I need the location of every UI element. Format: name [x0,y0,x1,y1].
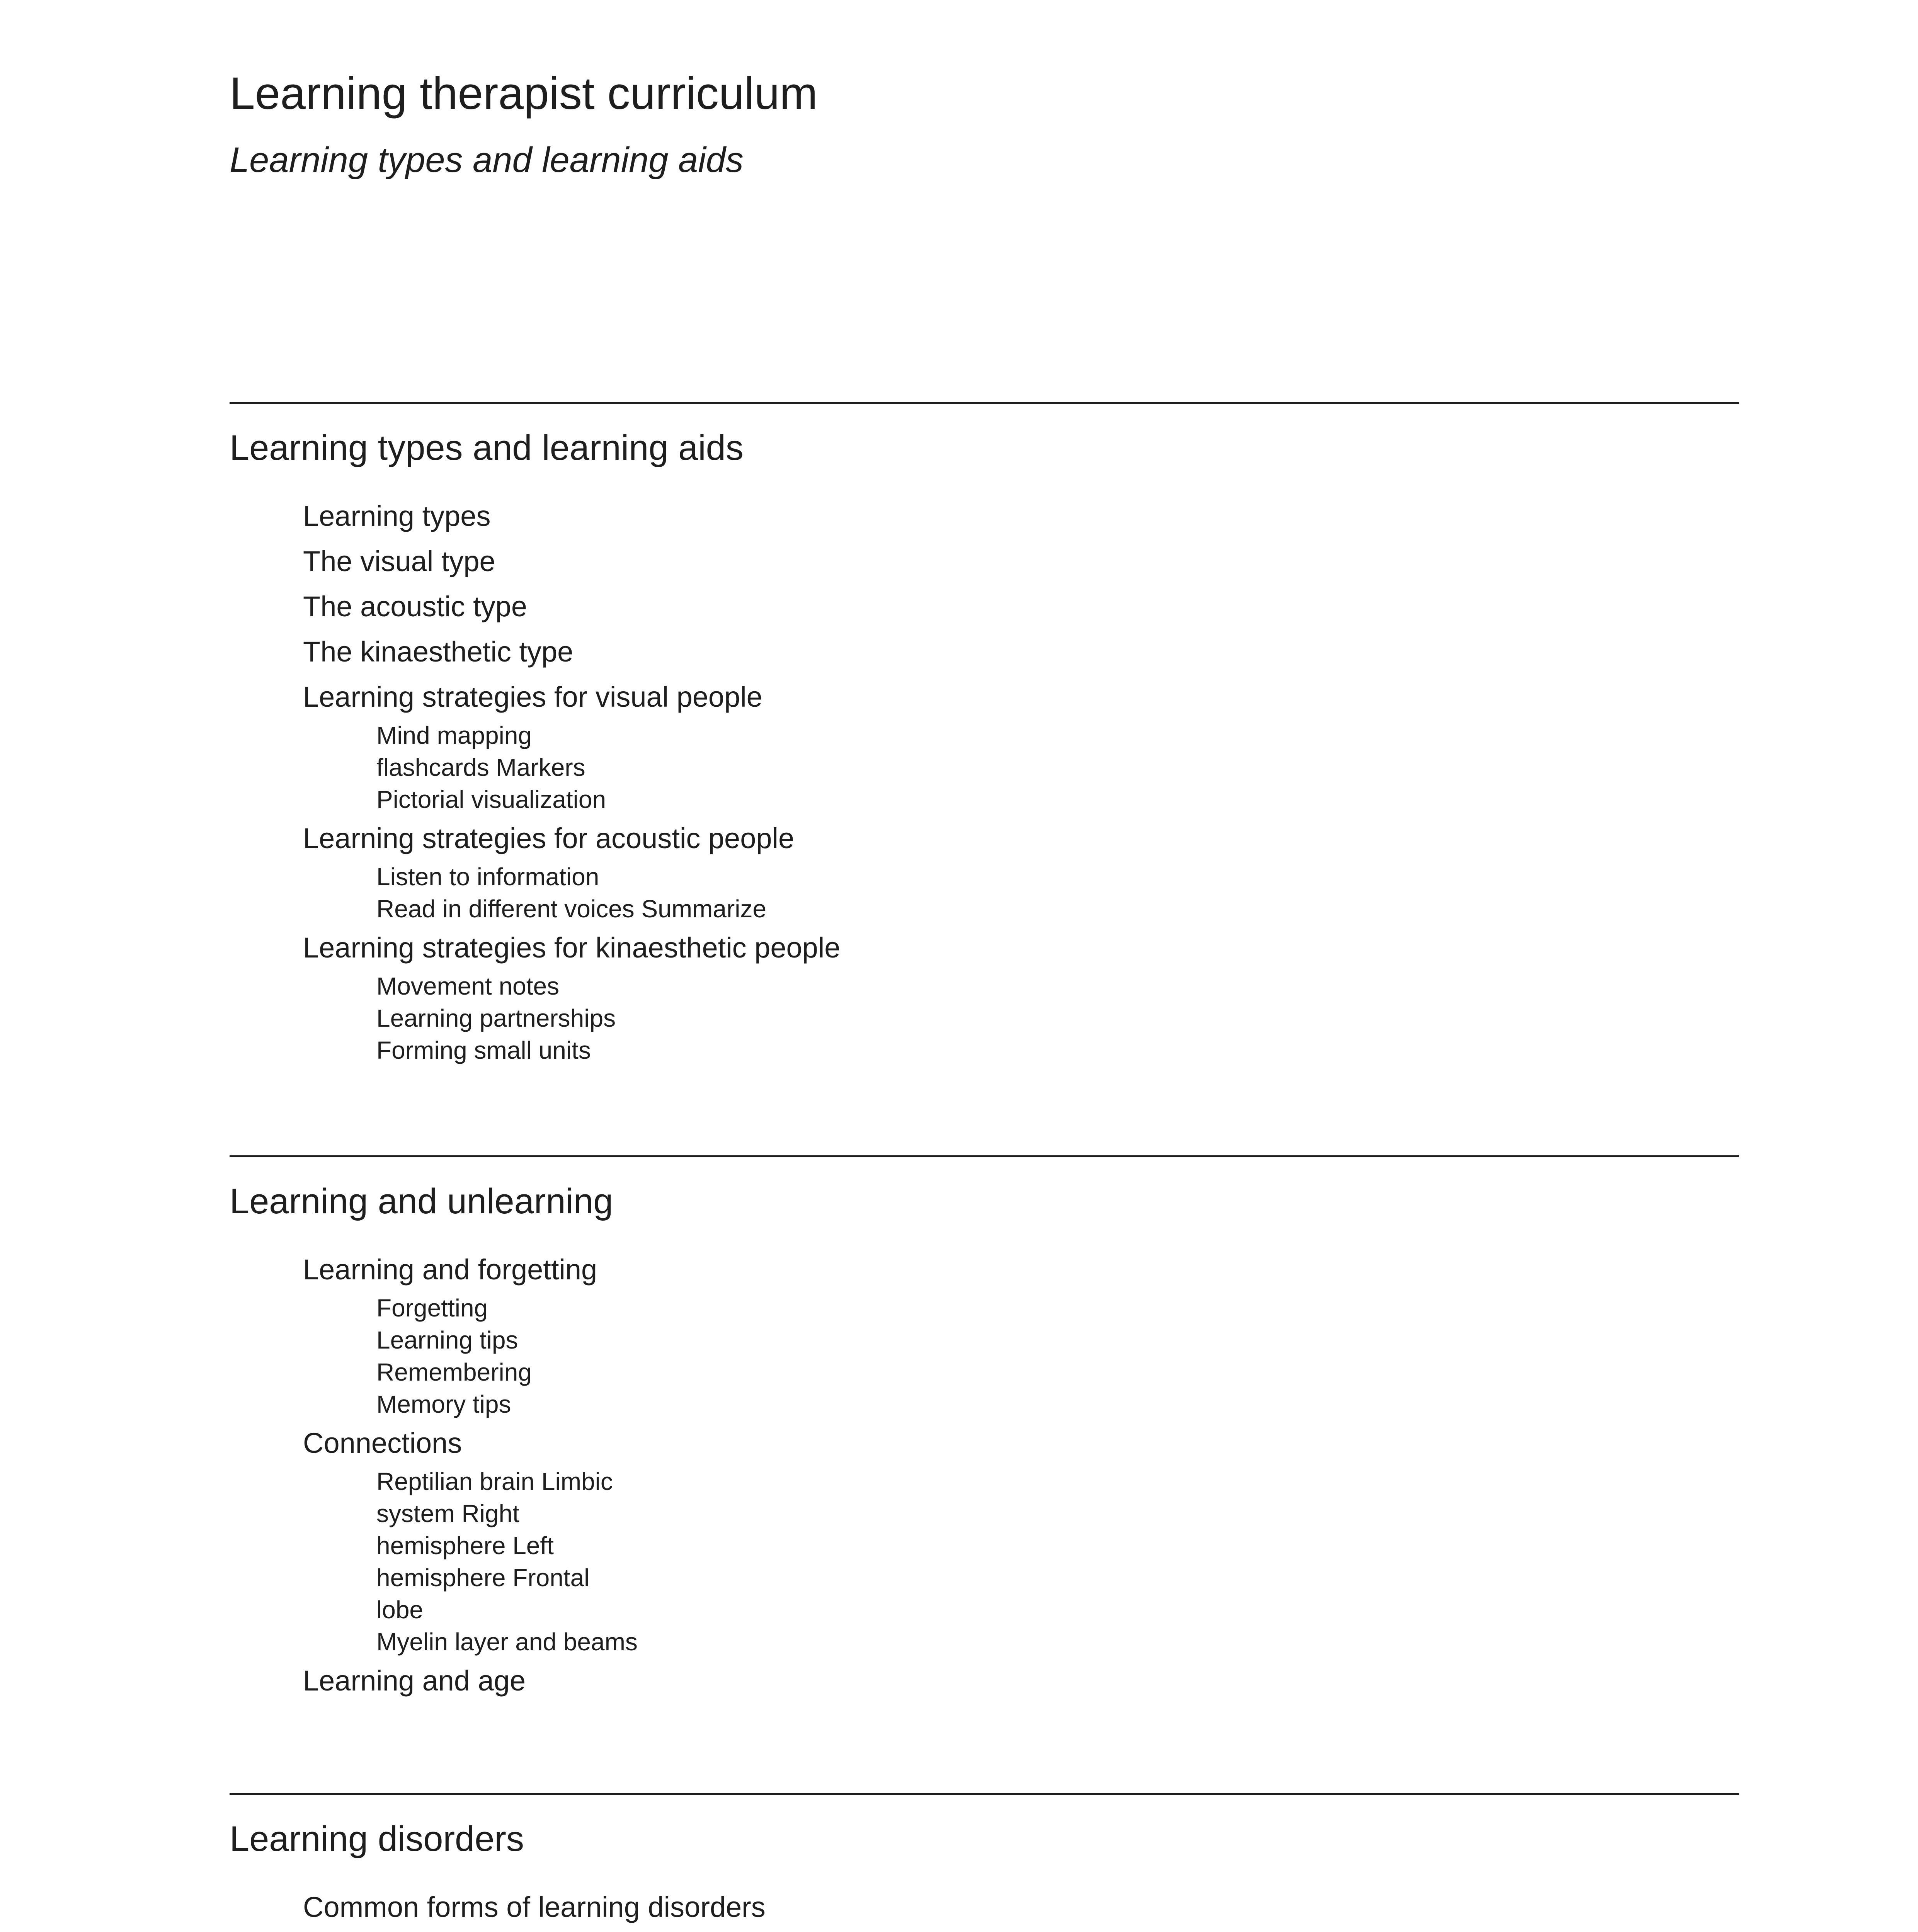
topic-list [230,1884,1739,1932]
subtopic-item: Memory tips [376,1390,511,1418]
subtopic-item: Forgetting [376,1294,488,1322]
section [230,402,1739,1066]
subtopic-item: hemisphere Left [376,1531,554,1560]
topic-item [230,584,1739,629]
subtopic-item: Remembering [376,1358,532,1386]
topic-label: The kinaesthetic type [303,635,574,668]
subtopic-item: Movement notes [376,972,560,1000]
document-title: Learning therapist curriculum [230,68,818,119]
section-heading: Learning types and learning aids [230,428,744,468]
subtopic-item: Learning tips [376,1326,518,1354]
subtopic-list [303,1466,1739,1658]
topic-label: Common forms of learning disorders [303,1891,766,1923]
subtopic-item: Read in different voices Summarize [376,895,767,923]
subtopic-item: Mind mapping [376,721,532,749]
subtopic-item [376,1930,1739,1932]
topic-item [230,925,1739,1066]
subtopic-item: Reptilian brain Limbic [376,1467,613,1495]
topic-label: The visual type [303,545,495,577]
subtopic-list [303,1292,1739,1420]
subtopic-item: hemisphere Frontal [376,1563,590,1592]
topic-item [230,629,1739,674]
topic-label: The acoustic type [303,590,527,622]
document-subtitle: Learning types and learning aids [230,140,744,180]
section-divider [230,402,1739,404]
topic-label: Learning and forgetting [303,1253,597,1286]
section-heading: Learning disorders [230,1819,524,1859]
subtopic-item: Learning partnerships [376,1004,616,1032]
topic-item [230,1658,1739,1703]
topic-item [230,1247,1739,1420]
section [230,1793,1739,1932]
subtopic-list [303,861,1739,925]
topic-label: Learning strategies for visual people [303,680,762,713]
subtopic-item: system Right [376,1499,519,1527]
topic-item [230,674,1739,816]
subtopic-item: Pictorial visualization [376,785,606,813]
section-divider [230,1155,1739,1157]
subtopic-list [303,1930,1739,1932]
subtopic-item: lobe [376,1595,423,1624]
topic-item [230,539,1739,584]
topic-item [230,1884,1739,1932]
section [230,1155,1739,1703]
subtopic-item: Myelin layer and beams [376,1628,638,1656]
topic-label: Learning strategies for acoustic people [303,822,795,854]
topic-item [230,1420,1739,1658]
topic-label: Learning types [303,500,491,532]
subtopic-list [303,719,1739,816]
topic-list [230,493,1739,1066]
topic-label: Learning strategies for kinaesthetic people [303,931,841,964]
topic-item [230,493,1739,539]
topic-label: Learning and age [303,1664,526,1697]
subtopic-item: Listen to information [376,862,599,891]
topic-list [230,1247,1739,1703]
subtopic-list [303,970,1739,1066]
subtopic-item: flashcards Markers [376,753,585,781]
topic-label: Connections [303,1427,462,1459]
topic-item [230,816,1739,925]
section-divider [230,1793,1739,1795]
subtopic-item: Forming small units [376,1036,591,1064]
section-heading: Learning and unlearning [230,1182,613,1221]
